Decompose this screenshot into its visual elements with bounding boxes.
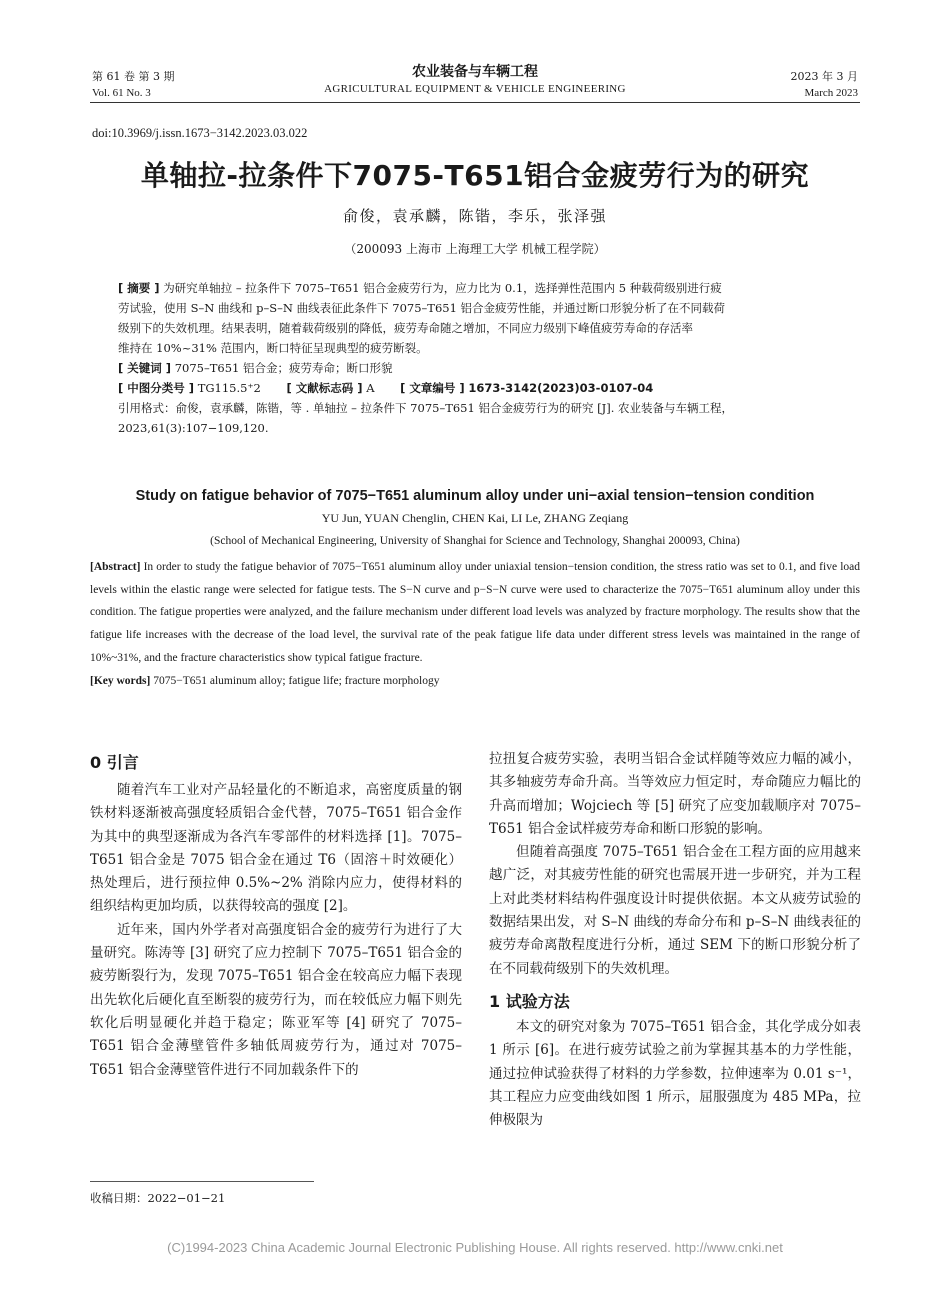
keywords: 7075–T651 铝合金；疲劳寿命；断口形貌 [174, 361, 393, 375]
abstract-text: 为研究单轴拉 – 拉条件下 7075–T651 铝合金疲劳行为，应力比为 0.1，选择弹性范围内 5 种载荷级别进行疲 [163, 281, 722, 295]
abstract-label: [Abstract] [90, 561, 141, 573]
right-column [489, 748, 861, 1132]
cn-abstract-line: 维持在 10%~31% 范围内，断口特征呈现典型的疲劳断裂。 [118, 341, 428, 355]
english-affiliation: (School of Mechanical Engineering, University of Shanghai for Science and Technology, Shanghai 200093, China) [210, 535, 740, 547]
doc-code-value: A [366, 381, 375, 395]
volume-en: Vol. 61 No. 3 [92, 87, 151, 99]
date-en: March 2023 [804, 87, 858, 99]
abstract-text: In order to study the fatigue behavior of 7075−T651 aluminum alloy under uniaxial tension−tension condition, the stress ratio was set to 0.1, and five load levels within the elastic range were selected for fatigue tests. The S−N curve and p−S−N curve were used to characterize the 7075−T651 aluminum alloy under this condition. The fatigue properties were analyzed, and the failure mechanism under different load levels was analyzed by fracture morphology. The results show that the fatigue life increases with the decrease of the load level, the survival rate of the peak fatigue life data under different stress levels was maintained in the range of 10%~31%, and the fracture characteristics show typical fatigue fracture. [90, 561, 860, 664]
paragraph: 随着汽车工业对产品轻量化的不断追求，高密度质量的钢铁材料逐渐被高强度轻质铝合金代替，7075–T651 铝合金作为其中的典型逐渐成为各汽车零部件的材料选择 [1]。7075–T651 铝合金是 7075 铝合金在通过 T6（固溶＋时效硬化）热处理后，进行预拉伸 0.5%~2% 消除内应力，使得材料的组织结构更加均质，以获得较高的强度 [2]。 [90, 782, 462, 915]
abstract-paragraph [90, 556, 860, 670]
keywords: 7075−T651 aluminum alloy; fatigue life; fracture morphology [150, 674, 440, 687]
journal-title [250, 62, 700, 97]
english-abstract [90, 556, 860, 692]
authors: 俞俊，袁承麟，陈锴，李乐，张泽强 [342, 207, 607, 225]
header-rule [90, 102, 860, 103]
affiliation: （200093 上海市 上海理工大学 机械工程学院） [344, 242, 606, 256]
cn-abstract-line: 劳试验，使用 S–N 曲线和 p–S–N 曲线表征此条件下 7075–T651 铝合金疲劳性能，并通过断口形貌分析了在不同载荷 [118, 301, 726, 315]
received-date: 收稿日期：2022−01−21 [90, 1191, 226, 1205]
volume-cn: 第 61 卷 第 3 期 [92, 70, 175, 83]
journal-title-cn: 农业装备与车辆工程 [412, 64, 538, 80]
english-authors: YU Jun, YUAN Chenglin, CHEN Kai, LI Le, ZHANG Zeqiang [321, 511, 629, 525]
copyright-watermark: (C)1994-2023 China Academic Journal Electronic Publishing House. All rights reserved. http://www.cnki.net [167, 1240, 783, 1255]
paragraph: 但随着高强度 7075–T651 铝合金在工程方面的应用越来越广泛，对其疲劳性能的研究也需展开进一步研究，并为工程上对此类材料结构件强度设计时提供依据。本文从疲劳试验的数据结果出发，对 S–N 曲线的寿命分布和 p–S–N 曲线表征的疲劳寿命离散程度进行分析，通过 SEM 下的断口形貌分析了在不同载荷级别下的失效机理。 [489, 844, 861, 977]
paragraph: 本文的研究对象为 7075–T651 铝合金，其化学成分如表 1 所示 [6]。在进行疲劳试验之前为掌握其基本的力学性能，通过拉伸试验获得了材料的力学参数，拉伸速率为 0.01 s⁻¹，其工程应力应变曲线如图 1 所示，屈服强度为 485 MPa，拉伸极限为 [489, 1018, 861, 1129]
citation-line: 引用格式：俞俊，袁承麟，陈锴，等 . 单轴拉 – 拉条件下 7075–T651 铝合金疲劳行为的研究 [J]. 农业装备与车辆工程， [118, 401, 734, 415]
cn-abstract [118, 278, 858, 438]
section-heading-introduction: 0 引言 [90, 753, 139, 772]
clc-label: [ 中图分类号 ] [118, 381, 195, 395]
paragraph: 拉扭复合疲劳实验，表明当铝合金试样随等效应力幅的减小，其多轴疲劳寿命升高。当等效应力恒定时，寿命随应力幅比的升高而增加；Wojciech 等 [5] 研究了应变加载顺序对 7075–T651 铝合金试样疲劳寿命和断口形貌的影响。 [489, 751, 861, 837]
date-cn: 2023 年 3 月 [790, 70, 858, 83]
keywords-line [118, 358, 858, 378]
doi: doi:10.3969/j.issn.1673−3142.2023.03.022 [92, 126, 308, 140]
left-column [90, 750, 462, 1082]
cn-abstract-line [118, 278, 858, 298]
keywords-paragraph [90, 670, 860, 693]
article-no-label: [ 文章编号 ] [400, 381, 465, 395]
section-heading-methods: 1 试验方法 [489, 991, 570, 1011]
classification-line [118, 378, 858, 398]
paper-title: 单轴拉-拉条件下7075-T651铝合金疲劳行为的研究 [140, 159, 810, 192]
citation-line: 2023,61(3):107−109,120. [118, 421, 269, 435]
clc-value: TG115.5⁺2 [197, 381, 261, 395]
footnote-rule [90, 1181, 314, 1182]
keywords-label: [ 关键词 ] [118, 361, 172, 375]
abstract-label: [ 摘要 ] [118, 281, 160, 295]
journal-volume [92, 68, 174, 102]
doc-code-label: [ 文献标志码 ] [286, 381, 363, 395]
paragraph: 近年来，国内外学者对高强度铝合金的疲劳行为进行了大量研究。陈涛等 [3] 研究了应力控制下 7075–T651 铝合金的疲劳断裂行为，发现 7075–T651 铝合金在较高应力幅下表现出先软化后硬化直至断裂的疲劳行为，而在较低应力幅下则先软化后明显硬化并趋于稳定；陈亚军等 [4] 研究了 7075–T651 铝合金薄壁管件多轴低周疲劳行为，通过对 7075–T651 铝合金薄壁管件进行不同加载条件下的 [90, 921, 462, 1078]
issue-date [791, 68, 858, 102]
journal-title-en: AGRICULTURAL EQUIPMENT & VEHICLE ENGINEERING [324, 83, 626, 95]
english-title: Study on fatigue behavior of 7075−T651 aluminum alloy under uni−axial tension−tension condition [135, 488, 815, 504]
cn-abstract-line: 级别下的失效机理。结果表明，随着载荷级别的降低，疲劳寿命随之增加，不同应力级别下峰值疲劳寿命的存活率 [118, 321, 693, 335]
article-no-value: 1673-3142(2023)03-0107-04 [468, 381, 654, 395]
keywords-label: [Key words] [90, 674, 151, 687]
